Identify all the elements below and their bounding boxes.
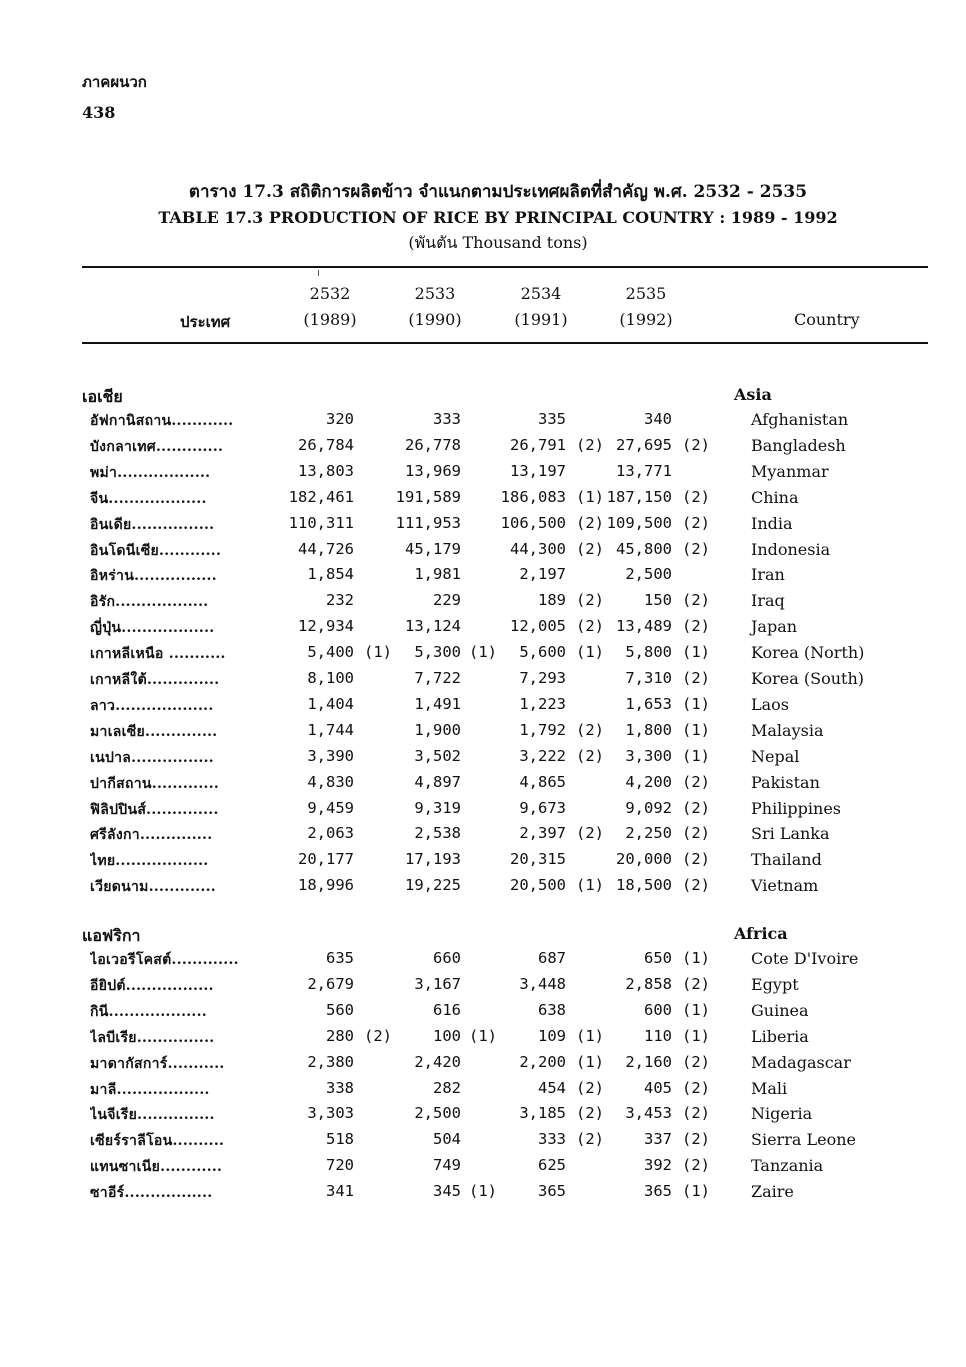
value-cell: 5,400	[307, 643, 354, 662]
value-cell: 454	[538, 1078, 566, 1097]
country-name-thai: มาลี..................	[90, 1081, 210, 1098]
footnote-marker: (1)	[469, 1182, 497, 1201]
value-cell: 2,197	[519, 565, 566, 584]
value-cell: 635	[326, 949, 354, 967]
value-cell: 111,953	[395, 513, 461, 532]
country-name-english: Korea (North)	[751, 643, 865, 663]
table-row	[0, 975, 966, 1001]
value-cell: 5,300	[414, 643, 461, 662]
header-year-ce-2: (1990)	[408, 310, 462, 329]
value-cell: 365	[538, 1182, 566, 1201]
table-row	[0, 565, 966, 591]
country-name-english: Guinea	[751, 1000, 809, 1020]
table-row	[0, 591, 966, 617]
value-cell: 340	[644, 410, 672, 428]
value-cell: 18,500	[616, 876, 672, 895]
footnote-marker: (2)	[576, 720, 604, 739]
country-name-english: Cote D'Ivoire	[751, 949, 859, 968]
footnote-marker: (1)	[469, 643, 497, 662]
country-name-thai: จีน...................	[90, 490, 207, 507]
value-cell: 345	[433, 1182, 461, 1201]
table-row	[0, 462, 966, 488]
value-cell: 616	[433, 1000, 461, 1019]
value-cell: 150	[644, 591, 672, 610]
value-cell: 12,005	[510, 617, 566, 636]
country-name-thai: มาดากัสการ์...........	[90, 1055, 225, 1072]
footnote-marker: (2)	[682, 513, 710, 532]
value-cell: 650	[644, 949, 672, 967]
table-row	[0, 773, 966, 799]
footnote-marker: (2)	[576, 591, 604, 610]
country-name-english: China	[751, 487, 799, 507]
value-cell: 19,225	[405, 876, 461, 895]
footnote-marker: (2)	[576, 617, 604, 636]
footnote-marker: (2)	[576, 1078, 604, 1097]
value-cell: 7,722	[414, 669, 461, 687]
value-cell: 13,803	[298, 461, 354, 480]
value-cell: 13,489	[616, 617, 672, 636]
value-cell: 44,300	[510, 539, 566, 558]
value-cell: 26,784	[298, 435, 354, 454]
value-cell: 20,177	[298, 850, 354, 869]
value-cell: 333	[433, 410, 461, 428]
country-name-english: Thailand	[751, 850, 822, 870]
country-name-thai: ไลบีเรีย...............	[90, 1029, 215, 1046]
table-title-english: TABLE 17.3 PRODUCTION OF RICE BY PRINCIPAL COUNTRY : 1989 - 1992	[158, 208, 838, 227]
country-name-english: Iran	[751, 565, 785, 585]
country-name-english: India	[751, 513, 793, 533]
footnote-marker: (2)	[682, 487, 710, 506]
footnote-marker: (2)	[576, 746, 604, 765]
value-cell: 3,222	[519, 746, 566, 765]
table-row	[0, 824, 966, 850]
country-name-english: Madagascar	[751, 1052, 851, 1072]
country-name-english: Vietnam	[751, 876, 819, 896]
country-name-thai: เวียดนาม.............	[90, 879, 216, 896]
footnote-marker: (2)	[682, 824, 710, 843]
value-cell: 187,150	[606, 487, 672, 506]
table-row	[0, 1104, 966, 1130]
table-row	[0, 949, 966, 975]
footnote-marker: (2)	[682, 876, 710, 895]
value-cell: 687	[538, 949, 566, 967]
country-name-thai: เกาหลีเหนือ ...........	[90, 646, 226, 663]
value-cell: 4,830	[307, 772, 354, 791]
country-name-thai: ลาว...................	[90, 697, 214, 714]
value-cell: 13,124	[405, 617, 461, 636]
country-name-english: Sri Lanka	[751, 824, 830, 844]
table-row	[0, 1156, 966, 1182]
value-cell: 3,448	[519, 974, 566, 993]
value-cell: 2,420	[414, 1052, 461, 1071]
table-row	[0, 1182, 966, 1208]
table-row	[0, 1130, 966, 1156]
footnote-marker: (2)	[682, 669, 710, 687]
value-cell: 518	[326, 1130, 354, 1149]
footnote-marker: (2)	[682, 798, 710, 817]
country-name-thai: ไทย..................	[90, 853, 209, 870]
value-cell: 5,800	[625, 643, 672, 662]
value-cell: 337	[644, 1130, 672, 1149]
value-cell: 2,200	[519, 1052, 566, 1071]
footnote-marker: (2)	[682, 539, 710, 558]
value-cell: 189	[538, 591, 566, 610]
footnote-marker: (2)	[682, 1052, 710, 1071]
country-name-english: Korea (South)	[751, 669, 865, 688]
country-name-thai: ศรีลังกา..............	[90, 827, 213, 844]
header-year-be-2: 2533	[414, 284, 456, 303]
value-cell: 2,397	[519, 824, 566, 843]
country-name-english: Pakistan	[751, 772, 820, 792]
country-name-english: Egypt	[751, 974, 799, 994]
header-country-thai: ประเทศ	[180, 313, 231, 331]
header-year-ce-1: (1989)	[303, 310, 357, 329]
country-name-thai: เกาหลีใต้..............	[90, 672, 220, 688]
footnote-marker: (1)	[576, 643, 604, 662]
value-cell: 186,083	[500, 487, 566, 506]
footnote-marker: (2)	[576, 1130, 604, 1149]
footnote-marker: (1)	[576, 1026, 604, 1045]
table-row	[0, 695, 966, 721]
value-cell: 9,092	[625, 798, 672, 817]
table-row	[0, 540, 966, 566]
footnote-marker: (2)	[682, 591, 710, 610]
value-cell: 1,854	[307, 565, 354, 584]
table-row	[0, 850, 966, 876]
footnote-marker: (2)	[682, 435, 710, 454]
country-name-thai: มาเลเซีย..............	[90, 723, 218, 740]
value-cell: 4,865	[519, 772, 566, 791]
value-cell: 3,167	[414, 974, 461, 993]
value-cell: 232	[326, 591, 354, 610]
value-cell: 335	[538, 410, 566, 428]
value-cell: 333	[538, 1130, 566, 1149]
country-name-english: Tanzania	[751, 1156, 824, 1176]
footnote-marker: (2)	[576, 435, 604, 454]
value-cell: 660	[433, 949, 461, 967]
table-row	[0, 617, 966, 643]
value-cell: 560	[326, 1000, 354, 1019]
header-tick	[318, 270, 319, 276]
value-cell: 44,726	[298, 539, 354, 558]
footnote-marker: (2)	[682, 850, 710, 869]
table-row	[0, 1027, 966, 1053]
value-cell: 20,500	[510, 876, 566, 895]
value-cell: 2,500	[625, 565, 672, 584]
table-row	[0, 876, 966, 902]
value-cell: 9,673	[519, 798, 566, 817]
value-cell: 280	[326, 1026, 354, 1045]
value-cell: 3,300	[625, 746, 672, 765]
value-cell: 109,500	[606, 513, 672, 532]
table-row	[0, 747, 966, 773]
footnote-marker: (2)	[682, 1156, 710, 1175]
country-name-english: Indonesia	[751, 539, 831, 559]
footnote-marker: (1)	[576, 876, 604, 895]
country-name-thai: พม่า..................	[90, 464, 211, 481]
footnote-marker: (1)	[469, 1026, 497, 1045]
value-cell: 13,969	[405, 461, 461, 480]
table-row	[0, 643, 966, 669]
country-name-english: Liberia	[751, 1026, 809, 1046]
value-cell: 13,197	[510, 461, 566, 480]
value-cell: 2,250	[625, 824, 672, 843]
table-unit: (พันตัน Thousand tons)	[408, 233, 588, 252]
footnote-marker: (2)	[576, 1104, 604, 1123]
footnote-marker: (1)	[682, 643, 710, 662]
value-cell: 2,679	[307, 974, 354, 993]
table-row	[0, 799, 966, 825]
country-name-english: Mali	[751, 1078, 788, 1098]
value-cell: 2,500	[414, 1104, 461, 1123]
country-name-thai: อิรัก..................	[90, 594, 209, 611]
page-header: ภาคผนวก	[82, 73, 147, 91]
value-cell: 2,380	[307, 1052, 354, 1071]
footnote-marker: (1)	[682, 1000, 710, 1019]
section-label-english: Asia	[734, 385, 772, 404]
table-row	[0, 488, 966, 514]
footnote-marker: (1)	[682, 720, 710, 739]
value-cell: 229	[433, 591, 461, 610]
header-year-be-1: 2532	[309, 284, 351, 303]
value-cell: 45,800	[616, 539, 672, 558]
value-cell: 3,390	[307, 746, 354, 765]
footnote-marker: (1)	[682, 949, 710, 967]
value-cell: 100	[433, 1026, 461, 1045]
footnote-marker: (2)	[682, 617, 710, 636]
value-cell: 13,771	[616, 461, 672, 480]
value-cell: 110	[644, 1026, 672, 1045]
country-name-english: Bangladesh	[751, 435, 846, 455]
footnote-marker: (1)	[576, 1052, 604, 1071]
value-cell: 110,311	[288, 513, 354, 532]
value-cell: 341	[326, 1182, 354, 1201]
value-cell: 2,160	[625, 1052, 672, 1071]
value-cell: 45,179	[405, 539, 461, 558]
value-cell: 600	[644, 1000, 672, 1019]
country-name-thai: แทนซาเนีย............	[90, 1159, 223, 1176]
table-row	[0, 1053, 966, 1079]
country-name-english: Zaire	[751, 1182, 794, 1202]
footnote-marker: (1)	[576, 487, 604, 506]
footnote-marker: (2)	[682, 1078, 710, 1097]
value-cell: 749	[433, 1156, 461, 1175]
header-year-ce-4: (1992)	[619, 310, 673, 329]
page-number: 438	[82, 103, 116, 122]
table-row	[0, 514, 966, 540]
country-name-english: Philippines	[751, 798, 842, 818]
value-cell: 26,791	[510, 435, 566, 454]
value-cell: 320	[326, 410, 354, 428]
value-cell: 12,934	[298, 617, 354, 636]
country-name-english: Iraq	[751, 591, 785, 611]
value-cell: 1,792	[519, 720, 566, 739]
value-cell: 20,315	[510, 850, 566, 869]
value-cell: 504	[433, 1130, 461, 1149]
country-name-english: Japan	[751, 617, 798, 637]
table-titles	[0, 180, 966, 255]
value-cell: 4,200	[625, 772, 672, 791]
table-row	[0, 721, 966, 747]
value-cell: 405	[644, 1078, 672, 1097]
value-cell: 8,100	[307, 669, 354, 687]
country-name-thai: ซาอีร์.................	[90, 1185, 213, 1202]
value-cell: 7,293	[519, 669, 566, 687]
value-cell: 282	[433, 1078, 461, 1097]
section-label-thai: แอฟริกา	[82, 926, 141, 945]
value-cell: 9,319	[414, 798, 461, 817]
value-cell: 3,453	[625, 1104, 672, 1123]
country-name-english: Myanmar	[751, 461, 829, 481]
table-title-thai: ตาราง 17.3 สถิติการผลิตข้าว จำแนกตามประเทศผลิตที่สำคัญ พ.ศ. 2532 - 2535	[188, 182, 808, 202]
value-cell: 3,185	[519, 1104, 566, 1123]
table-row	[0, 1001, 966, 1027]
country-name-thai: บังกลาเทศ.............	[90, 438, 224, 455]
country-name-thai: อินเดีย................	[90, 516, 215, 533]
footnote-marker: (2)	[682, 772, 710, 791]
country-name-thai: ไนจีเรีย...............	[90, 1107, 215, 1124]
country-name-thai: เนปาล................	[90, 749, 214, 766]
value-cell: 1,653	[625, 694, 672, 713]
country-name-english: Malaysia	[751, 720, 824, 740]
value-cell: 4,897	[414, 772, 461, 791]
country-name-thai: อัฟกานิสถาน............	[90, 413, 234, 429]
value-cell: 27,695	[616, 435, 672, 454]
footnote-marker: (1)	[682, 1182, 710, 1201]
value-cell: 392	[644, 1156, 672, 1175]
country-name-thai: เซียร์ราลีโอน..........	[90, 1133, 225, 1150]
header-rule	[82, 342, 928, 344]
value-cell: 109	[538, 1026, 566, 1045]
country-name-thai: ญี่ปุ่น..................	[90, 620, 215, 637]
table-row	[0, 669, 966, 695]
footnote-marker: (2)	[364, 1026, 392, 1045]
table-row	[0, 436, 966, 462]
footnote-marker: (2)	[682, 974, 710, 993]
value-cell: 106,500	[500, 513, 566, 532]
value-cell: 2,858	[625, 974, 672, 993]
country-name-english: Nigeria	[751, 1104, 813, 1124]
header-year-be-3: 2534	[520, 284, 562, 303]
country-name-english: Laos	[751, 694, 790, 714]
table-row	[0, 1079, 966, 1105]
section-label-thai: เอเชีย	[82, 387, 123, 406]
value-cell: 1,981	[414, 565, 461, 584]
country-name-thai: อิหร่าน................	[90, 568, 217, 585]
footnote-marker: (2)	[576, 539, 604, 558]
footnote-marker: (2)	[682, 1130, 710, 1149]
value-cell: 1,800	[625, 720, 672, 739]
country-name-english: Sierra Leone	[751, 1130, 856, 1150]
country-name-english: Afghanistan	[751, 410, 849, 429]
value-cell: 720	[326, 1156, 354, 1175]
value-cell: 365	[644, 1182, 672, 1201]
country-name-thai: กินี...................	[90, 1003, 207, 1020]
value-cell: 2,063	[307, 824, 354, 843]
value-cell: 20,000	[616, 850, 672, 869]
header-country-english: Country	[794, 310, 860, 329]
value-cell: 1,404	[307, 694, 354, 713]
value-cell: 625	[538, 1156, 566, 1175]
footnote-marker: (2)	[576, 513, 604, 532]
footnote-marker: (1)	[682, 694, 710, 713]
country-name-thai: ปากีสถาน.............	[90, 775, 220, 792]
value-cell: 182,461	[288, 487, 354, 506]
value-cell: 5,600	[519, 643, 566, 662]
country-name-thai: อินโดนีเซีย............	[90, 542, 222, 559]
footnote-marker: (1)	[364, 643, 392, 662]
value-cell: 3,303	[307, 1104, 354, 1123]
value-cell: 1,491	[414, 694, 461, 713]
value-cell: 17,193	[405, 850, 461, 869]
section-label-english: Africa	[734, 924, 788, 943]
value-cell: 191,589	[395, 487, 461, 506]
value-cell: 7,310	[625, 669, 672, 687]
footnote-marker: (2)	[576, 824, 604, 843]
header-year-ce-3: (1991)	[514, 310, 568, 329]
value-cell: 18,996	[298, 876, 354, 895]
country-name-thai: ไอเวอรีโคสต์.............	[90, 952, 239, 968]
footnote-marker: (2)	[682, 1104, 710, 1123]
value-cell: 338	[326, 1078, 354, 1097]
footnote-marker: (1)	[682, 746, 710, 765]
footnote-marker: (1)	[682, 1026, 710, 1045]
value-cell: 3,502	[414, 746, 461, 765]
country-name-thai: อียิปต์.................	[90, 977, 214, 994]
country-name-thai: ฟิลิปปินส์..............	[90, 801, 219, 818]
value-cell: 1,900	[414, 720, 461, 739]
table-row	[0, 410, 966, 436]
value-cell: 9,459	[307, 798, 354, 817]
top-rule	[82, 266, 928, 268]
value-cell: 26,778	[405, 435, 461, 454]
value-cell: 1,744	[307, 720, 354, 739]
country-name-english: Nepal	[751, 746, 800, 766]
header-year-be-4: 2535	[625, 284, 667, 303]
value-cell: 1,223	[519, 694, 566, 713]
value-cell: 638	[538, 1000, 566, 1019]
value-cell: 2,538	[414, 824, 461, 843]
